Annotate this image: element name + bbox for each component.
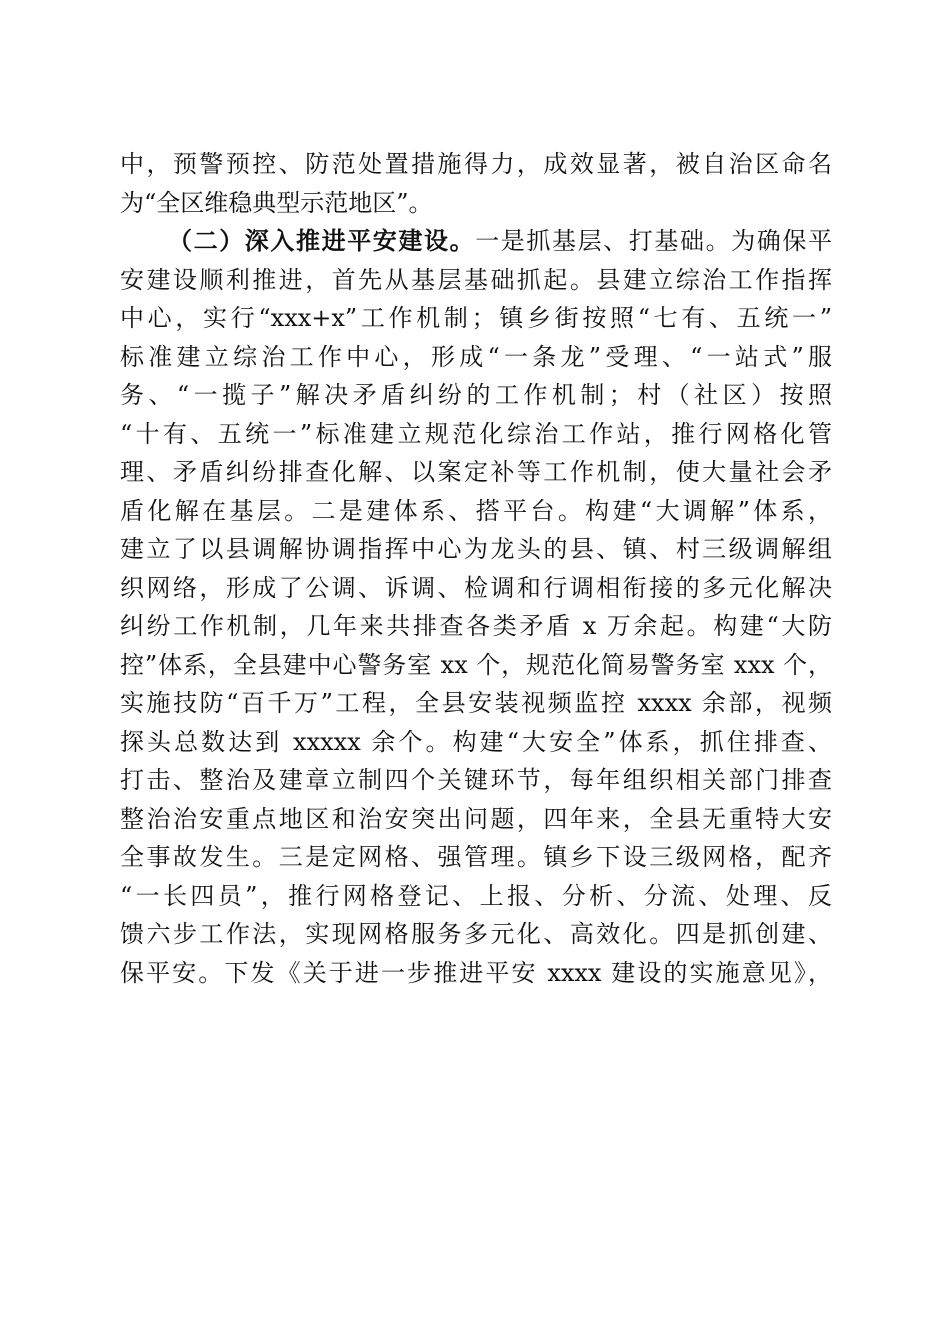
text-run: 一是抓基层、打基础。为确保平	[475, 227, 833, 255]
text-line: 探头总数达到 xxxxx 余个。构建“大安全”体系，抓住排查、	[120, 727, 832, 756]
text-line: “一长四员”，推行网格登记、上报、分析、分流、处理、反	[120, 881, 832, 910]
text-line: 整治治安重点地区和治安突出问题，四年来，全县无重特大安	[120, 804, 832, 833]
section-heading-line	[120, 222, 832, 261]
text-line: 纠纷工作机制，几年来共排查各类矛盾 x 万余起。构建“大防	[120, 612, 832, 640]
text-line: 中心，实行“xxx+x”工作机制；镇乡街按照“七有、五统一”	[120, 304, 832, 332]
text-line: 织网络，形成了公调、诉调、检调和行调相衔接的多元化解决	[120, 573, 832, 602]
text-line: 实施技防“百千万”工程，全县安装视频监控 xxxx 余部，视频	[120, 689, 832, 717]
text-line: 馈六步工作法，实现网格服务多元化、高效化。四是抓创建、	[120, 920, 832, 948]
text-line: 理、矛盾纠纷排查化解、以案定补等工作机制，使大量社会矛	[120, 458, 832, 486]
text-line: 为“全区维稳典型示范地区”。	[120, 188, 433, 217]
text-line: 盾化解在基层。二是建体系、搭平台。构建“大调解”体系，	[120, 496, 832, 525]
text-line: 全事故发生。三是定网格、强管理。镇乡下设三级网格，配齐	[120, 843, 832, 871]
text-line: 安建设顺利推进，首先从基层基础抓起。县建立综治工作指挥	[120, 265, 832, 294]
text-line: 标准建立综治工作中心，形成“一条龙”受理、“一站式”服	[120, 342, 832, 371]
text-line: 建立了以县调解协调指挥中心为龙头的县、镇、村三级调解组	[120, 535, 832, 563]
text-line: 务、“一揽子”解决矛盾纠纷的工作机制；村（社区）按照	[120, 381, 832, 409]
text-line: “十有、五统一”标准建立规范化综治工作站，推行网格化管	[120, 419, 832, 448]
section-heading: （二）深入推进平安建设。	[168, 226, 476, 255]
text-line: 打击、整治及建章立制四个关键环节，每年组织相关部门排查	[120, 766, 832, 794]
body-text	[120, 145, 832, 992]
text-line: 控”体系，全县建中心警务室 xx 个，规范化简易警务室 xxx 个，	[120, 650, 832, 679]
text-line: 保平安。下发《关于进一步推进平安 xxxx 建设的实施意见》，	[120, 958, 832, 987]
text-line: 中，预警预控、防范处置措施得力，成效显著，被自治区命名	[120, 150, 832, 178]
